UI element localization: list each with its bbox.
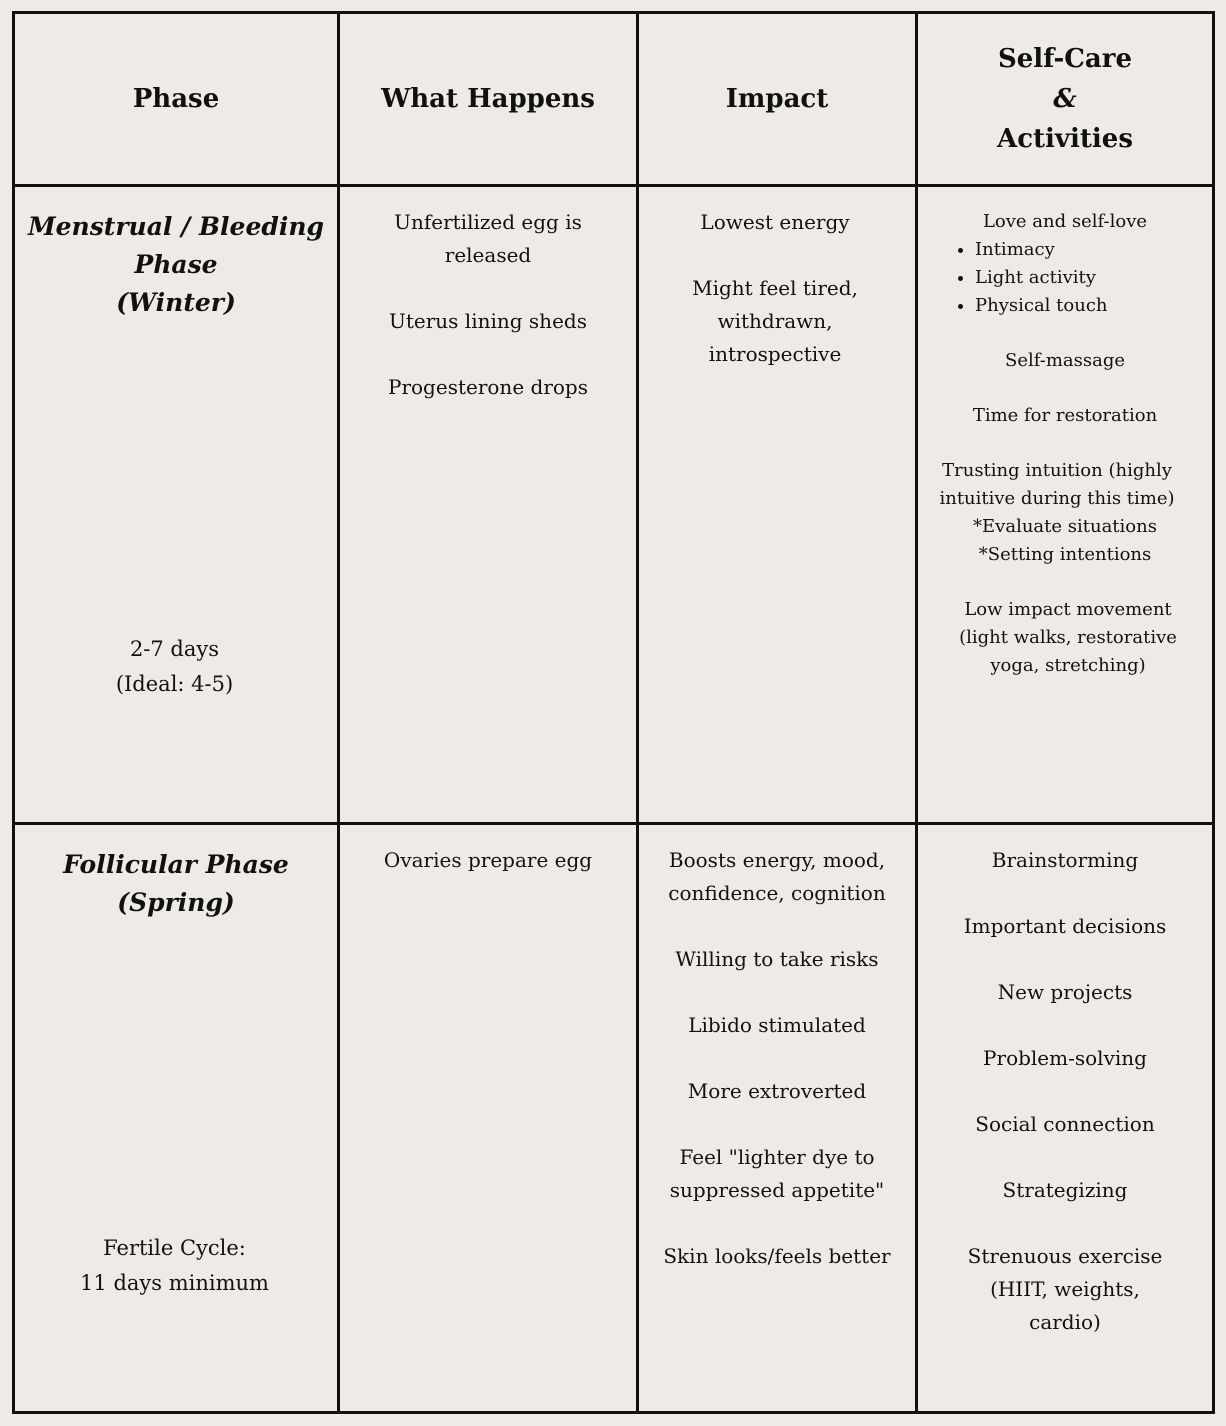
phase-name-line: Menstrual / Bleeding [27, 212, 325, 241]
header-phase: Phase [132, 84, 220, 114]
phase-season: (Spring) [117, 888, 235, 917]
row-divider [12, 822, 1215, 825]
list-item: Love and self-love [982, 211, 1148, 232]
column-divider [337, 11, 340, 1414]
bullet-item: • Intimacy [975, 236, 1212, 264]
header-impact: Impact [725, 84, 829, 114]
list-item: Self-massage [1004, 350, 1126, 371]
table-border-right [1212, 11, 1215, 1414]
list-item: Progesterone drops [388, 375, 588, 399]
header-self-care [918, 14, 1212, 184]
list-item: Uterus lining sheds [389, 309, 587, 333]
impact-menstrual [667, 206, 883, 371]
bullet-item: • Physical touch [975, 292, 1212, 320]
list-item: New projects [997, 980, 1133, 1004]
list-item: Trusting intuition (highly intuitive during this time) [939, 460, 1175, 509]
header-activities-line: Activities [997, 124, 1133, 154]
phase-menstrual [15, 208, 337, 322]
list-item: Strategizing [1002, 1178, 1128, 1202]
phase-follicular [15, 846, 337, 922]
selfcare-bullet-list [918, 236, 1212, 320]
list-item: *Evaluate situations [973, 516, 1157, 537]
list-item: More extroverted [687, 1079, 867, 1103]
duration-line: 11 days minimum [80, 1271, 269, 1295]
impact-follicular [657, 844, 897, 1273]
selfcare-menstrual [918, 208, 1212, 680]
phase-duration [12, 632, 337, 702]
phase-duration [12, 1231, 337, 1301]
list-item: Libido stimulated [688, 1013, 866, 1037]
list-item: Low impact movement (light walks, restorative yoga, stretching) [959, 599, 1177, 676]
list-item: Important decisions [963, 914, 1167, 938]
list-item: Unfertilized egg is released [394, 210, 582, 267]
header-ampersand: & [1053, 84, 1077, 114]
list-item: Strenuous exercise (HIIT, weights, cardio) [967, 1244, 1163, 1334]
phase-name-line: Phase [134, 250, 218, 279]
list-item: Lowest energy [700, 210, 850, 234]
duration-line: (Ideal: 4-5) [115, 672, 234, 696]
header-what-happens: What Happens [381, 84, 595, 114]
list-item: Ovaries prepare egg [383, 848, 593, 872]
duration-line: Fertile Cycle: [103, 1236, 246, 1260]
phase-name-line: Follicular Phase [63, 850, 289, 879]
table-border-bottom [12, 1411, 1215, 1414]
list-item: Boosts energy, mood, confidence, cognition [668, 848, 886, 905]
list-item: Willing to take risks [675, 947, 879, 971]
header-self-care-line: Self-Care [997, 44, 1133, 74]
phase-table [12, 11, 1215, 1414]
column-divider [636, 11, 639, 1414]
selfcare-follicular [933, 844, 1197, 1339]
what-happens-menstrual [370, 206, 606, 404]
list-item: Brainstorming [991, 848, 1139, 872]
list-item: Feel "lighter dye to suppressed appetite" [669, 1145, 885, 1202]
list-item: *Setting intentions [978, 544, 1152, 565]
duration-line: 2-7 days [129, 637, 220, 661]
phase-season: (Winter) [116, 288, 236, 317]
what-happens-follicular [355, 844, 621, 877]
list-item: Skin looks/feels better [663, 1244, 891, 1268]
list-item: Might feel tired, withdrawn, introspective [692, 276, 858, 366]
header-divider [12, 184, 1215, 187]
list-item: Time for restoration [972, 405, 1158, 426]
list-item: Social connection [975, 1112, 1155, 1136]
bullet-item: • Light activity [975, 264, 1212, 292]
list-item: Problem-solving [983, 1046, 1147, 1070]
